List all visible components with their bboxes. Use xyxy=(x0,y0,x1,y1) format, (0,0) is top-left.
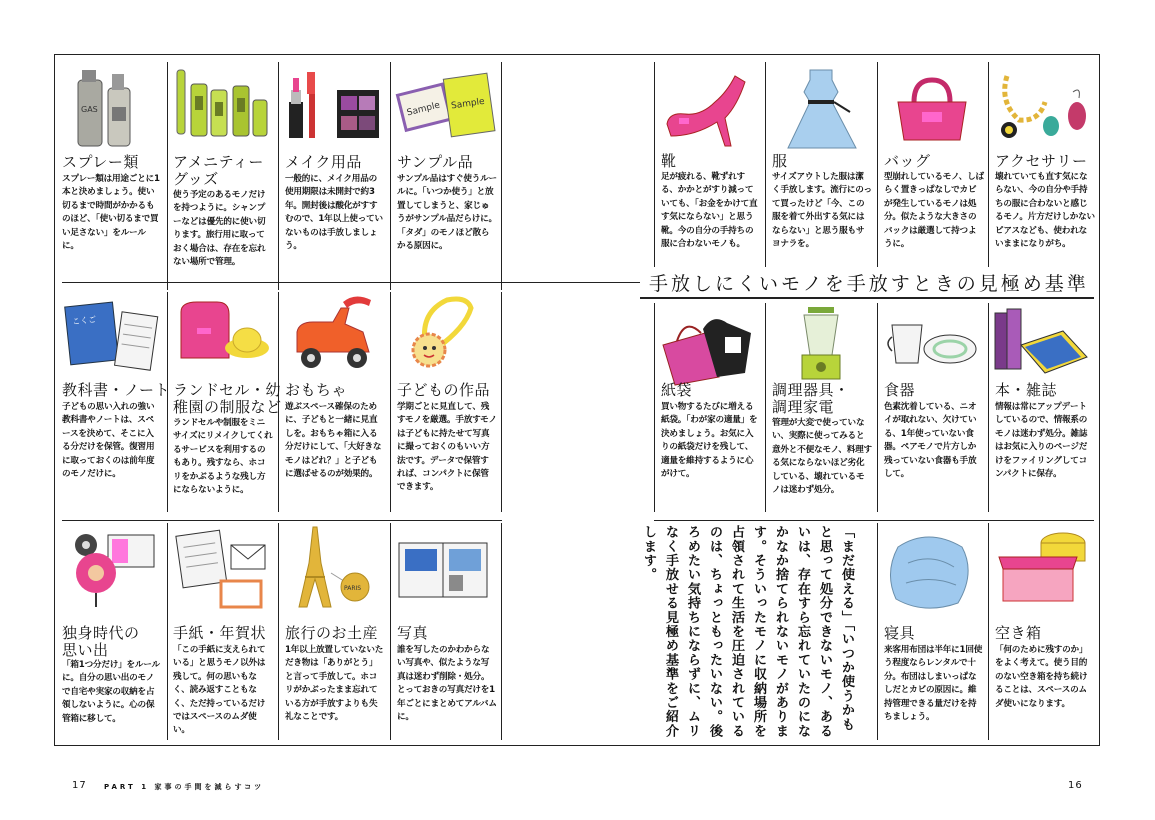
sample-label: Sample xyxy=(450,96,486,112)
item-title: 手紙・年賀状 xyxy=(173,624,267,642)
item-text: スプレー類は用途ごとに1本と決めましょう。使い切るまで時間がかかるものほど、「使い切るまで買い足さない」をルールに。 xyxy=(62,174,160,252)
item-title: スプレー類 xyxy=(62,153,139,171)
item-tableware xyxy=(878,303,988,512)
item-title: 旅行のお土産 xyxy=(285,624,379,642)
item-randoseru xyxy=(167,292,282,512)
item-title: 教科書・ノート xyxy=(62,381,171,399)
item-text: 色素沈着している、ニオイが取れない、欠けている、1年使っていない食器。ペアモノで片方しか残っていない食器も手放して。 xyxy=(884,402,977,480)
item-title: 靴 xyxy=(661,152,677,170)
futon-icon xyxy=(878,523,988,613)
box-icon xyxy=(989,523,1099,613)
item-sample xyxy=(391,62,501,282)
item-text: 誰を写したのかわからない写真や、似たような写真は迷わず削除・処分。とっておきの写真だけを1年ごとにまとめてアルバムに。 xyxy=(397,645,497,723)
item-title: おもちゃ xyxy=(285,381,348,399)
item-text: 足が疲れる、靴ずれする、かかとがすり減っていても、「お金をかけて直す気にならない」と思う靴。今の自分の手持ちの服に合わないモノも。 xyxy=(661,172,758,250)
item-text: 子どもの思い入れの強い教科書やノートは、スペースを決めて、そこに入る分だけを保管。復習用に取っておくのは前年度のモノだけに。 xyxy=(62,402,155,480)
item-text: 来客用布団は半年に1回使う程度ならレンタルで十分。布団はしまいっぱなしだとカビの原因に。維持管理できる量だけを持ちましょう。 xyxy=(884,645,983,723)
item-artwork xyxy=(391,292,501,512)
item-toy xyxy=(279,292,389,512)
item-title: 独身時代の 思い出 xyxy=(62,624,140,659)
item-title: バッグ xyxy=(884,152,931,170)
cup-icon xyxy=(878,303,988,393)
item-text: 使う予定のあるモノだけを持つように。シャンプーなどは優先的に使い切ります。旅行用に取っておく場合は、存在を忘れない場所で管理。 xyxy=(173,190,266,268)
item-single xyxy=(56,523,166,740)
item-books xyxy=(989,303,1099,512)
item-title: サンプル品 xyxy=(397,153,474,171)
grid-line xyxy=(62,282,640,283)
gas-label: GAS xyxy=(81,105,98,114)
item-accessory xyxy=(989,62,1099,267)
item-text: 遊ぶスペース確保のために、子どもと一緒に見直しを。おもちゃ箱に入る分だけにして、「大好きなモノはどれ？」と子どもに選ばせるのが効果的。 xyxy=(285,402,382,480)
grid-line xyxy=(501,523,502,740)
item-title: アクセサリー xyxy=(995,152,1088,170)
photo-album-icon xyxy=(391,523,501,613)
item-text: 壊れていても直す気にならない、今の自分や手持ちの服に合わないと感じるモノ。片方だけしかないピアスなども、使われないままになりがち。 xyxy=(995,172,1095,250)
letter-icon xyxy=(167,523,277,613)
item-text: 「この手紙に支えられている」と思うモノ以外は残して。何の思いもなく、読み返すこともなく、ただ持っているだけではスペースのムダ使い。 xyxy=(173,645,266,736)
item-title: アメニティー グッズ xyxy=(173,153,264,188)
item-title: 子どもの作品 xyxy=(397,381,491,399)
blender-icon xyxy=(766,303,876,393)
item-text: ランドセルや制服をミニサイズにリメイクしてくれるサービスを利用するのもあり。残すなら、ホコリをかぶるような残し方にならないように。 xyxy=(173,418,273,496)
running-head: PART 1 家事の手間を減らすコツ xyxy=(104,783,265,791)
item-emptybox xyxy=(989,523,1099,740)
headline-rule xyxy=(640,297,1094,299)
item-title: 本・雑誌 xyxy=(995,381,1058,399)
item-text: 1年以上放置していないただき物は「ありがとう」と言って手放して。ホコリがかぶったまま忘れている方が手放すよりも失礼なことです。 xyxy=(285,645,384,723)
item-text: 情報は常にアップデートしているので、情報系のモノは迷わず処分。雑誌はお気に入りのページだけをファイリングしてコンパクトに保存。 xyxy=(995,402,1088,480)
item-makeup xyxy=(279,62,389,282)
craft-necklace-icon xyxy=(391,292,501,382)
item-text: 「何のために残すのか」をよく考えて。使う目的のない空き箱を持ち続けることは、スペースのムダ使いになります。 xyxy=(995,645,1088,709)
handbag-icon xyxy=(878,62,988,152)
eiffel-tower-icon xyxy=(279,523,389,613)
grid-line xyxy=(501,62,502,290)
spray-can-icon xyxy=(56,62,166,152)
lipstick-icon xyxy=(279,62,389,152)
item-souvenir xyxy=(279,523,389,740)
item-title: 服 xyxy=(772,152,788,170)
notebook-icon xyxy=(56,292,166,382)
paper-bag-icon xyxy=(655,303,765,393)
item-clothes xyxy=(766,62,876,267)
item-title: 紙袋 xyxy=(661,381,693,399)
item-title: 寝具 xyxy=(884,624,916,642)
item-text: 一般的に、メイク用品の使用期限は未開封で約3年。開封後は酸化がすすむので、1年以上使っていないものは手放しましょう。 xyxy=(285,174,383,252)
item-paperbag xyxy=(655,303,765,512)
grid-line xyxy=(501,292,502,512)
item-shoes xyxy=(655,62,765,267)
grid-line xyxy=(654,520,1094,521)
sample-label: Sample xyxy=(405,100,442,119)
books-icon xyxy=(989,303,1099,393)
item-title: 調理器具・ 調理家電 xyxy=(772,381,850,416)
item-text: サイズアウトした服は潔く手放します。流行にのって買ったけど「今、この服を着て外出する気にはならない」と思う服もサヨナラを。 xyxy=(772,172,872,250)
page-number-left: 17 xyxy=(72,780,87,791)
item-text: 学期ごとに見直して、残すモノを厳選。手放すモノは子どもに持たせて写真に撮っておくのもいい方法です。データで保管すれば、コンパクトに保管できます。 xyxy=(397,402,497,493)
item-letters xyxy=(167,523,277,740)
item-textbook xyxy=(56,292,171,512)
item-text: 「箱1つ分だけ」をルールに。自分の思い出のモノで自宅や実家の収納を占領しないように。心の保管箱に移して。 xyxy=(62,660,160,724)
earring-icon xyxy=(989,62,1099,152)
item-text: サンプル品はすぐ使うルールに。「いつか使う」と放置してしまうと、家じゅうがサンプル品だらけに。「タダ」のモノほど散らかる原因に。 xyxy=(397,174,497,252)
dress-icon xyxy=(766,62,876,152)
paris-label: PARIS xyxy=(344,585,362,592)
item-cooking xyxy=(766,303,876,512)
item-text: 買い物するたびに増える紙袋。「わが家の適量」を決めましょう。お気に入りの紙袋だけを残して、適量を維持するように心がけて。 xyxy=(661,402,758,480)
item-title: 食器 xyxy=(884,381,916,399)
item-title: ランドセル・幼 稚園の制服など xyxy=(173,381,282,416)
item-title: 空き箱 xyxy=(995,624,1042,642)
grid-line xyxy=(62,520,502,521)
sample-packet-icon xyxy=(391,62,501,152)
page-number-right: 16 xyxy=(1068,780,1083,791)
intro-text: 「まだ使える」「いつか使うかもと思って処分できないモノ、あるいは、存在すら忘れていたのになかなか捨てられないモノがあります。そういったモノに収納場所を占領されて生活を圧迫されているのは、ちょっともったいない。後ろめたい気持ちにならずに、ムリなく手放せる見極め基準をご紹介します。 xyxy=(641,525,854,738)
item-photo xyxy=(391,523,501,740)
headline: 手放しにくいモノを手放すときの見極め基準 xyxy=(649,273,1089,295)
item-spray xyxy=(56,62,166,282)
item-title: メイク用品 xyxy=(285,153,362,171)
high-heel-icon xyxy=(655,62,765,152)
item-text: 管理が大変で使っていない、実際に使ってみると意外と不便なモノ、料理する気にならないほど劣化している、壊れているモノは迷わず処分。 xyxy=(772,418,872,496)
kokugo-label: こくご xyxy=(71,314,97,327)
memories-icon xyxy=(56,523,166,613)
toothbrush-icon xyxy=(167,62,277,152)
item-text: 型崩れしているモノ、しばらく置きっぱなしでカビが発生しているモノは処分。似たような大きさのバックは厳選して持つように。 xyxy=(884,172,984,250)
school-bag-icon xyxy=(167,292,277,382)
toy-car-icon xyxy=(279,292,389,382)
item-amenity xyxy=(167,62,277,282)
item-bag xyxy=(878,62,988,267)
item-title: 写真 xyxy=(397,624,429,642)
item-bedding xyxy=(878,523,988,740)
